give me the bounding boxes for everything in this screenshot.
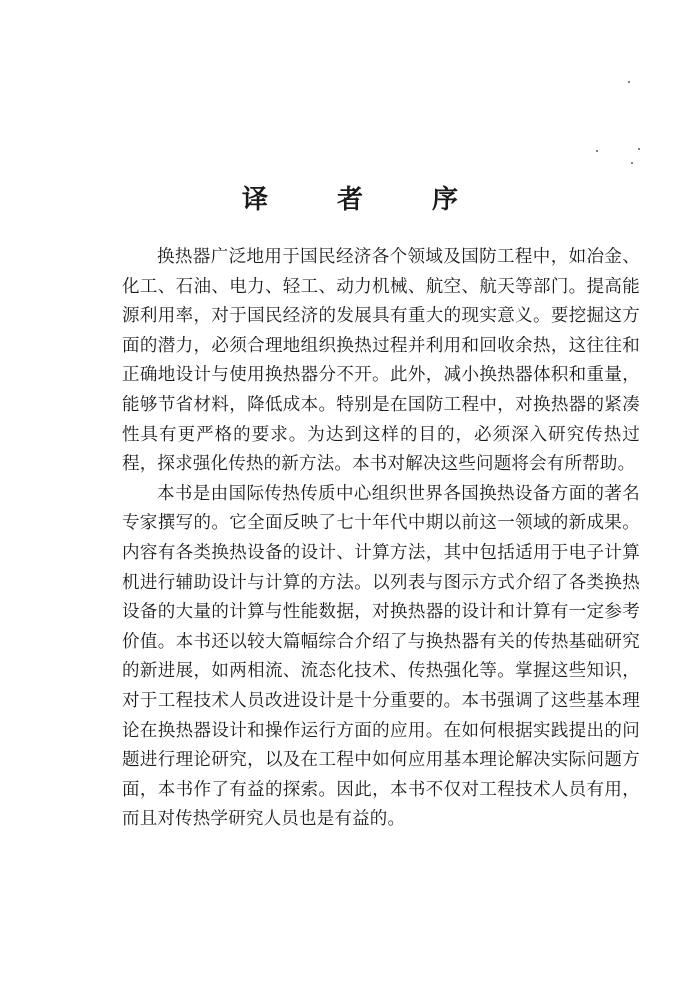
scan-speck: [631, 162, 633, 164]
scan-speck: [638, 148, 640, 150]
scan-speck: [596, 150, 598, 152]
paragraph-1: 换热器广泛地用于国民经济各个领域及国防工程中，如冶金、化工、石油、电力、轻工、动力机械、航空、航天等部门。提高能源利用率，对于国民经济的发展具有重大的现实意义。要挖掘这方面的潜力，必须合理地组织换热过程并利用和回收余热，这往往和正确地设计与使用换热器分不开。此外，减小换热器体积和重量，能够节省材料，降低成本。特别是在国防工程中，对换热器的紧凑性具有更严格的要求。为达到这样的目的，必须深入研究传热过程，探求强化传热的新方法。本书对解决这些问题将会有所帮助。: [122, 247, 640, 475]
page-title: 译 者 序: [241, 185, 489, 215]
paragraph-2: 本书是由国际传热传质中心组织世界各国换热设备方面的著名专家撰写的。它全面反映了七十年代中期以前这一领域的新成果。内容有各类换热设备的设计、计算方法，其中包括适用于电子计算机进行辅助设计与计算的方法。以列表与图示方式介绍了各类换热设备的大量的计算与性能数据，对换热器的设计和计算有一定参考价值。本书还以较大篇幅综合介绍了与换热器有关的传热基础研究的新进展，如两相流、流态化技术、传热强化等。掌握这些知识，对于工程技术人员改进设计是十分重要的。本书强调了这些基本理论在换热器设计和操作运行方面的应用。在如何根据实践提出的问题进行理论研究，以及在工程中如何应用基本理论解决实际问题方面，本书作了有益的探索。因此，本书不仅对工程技术人员有用，而且对传热学研究人员也是有益的。: [122, 483, 640, 830]
body-text: [122, 243, 640, 835]
scan-speck: [628, 81, 630, 83]
